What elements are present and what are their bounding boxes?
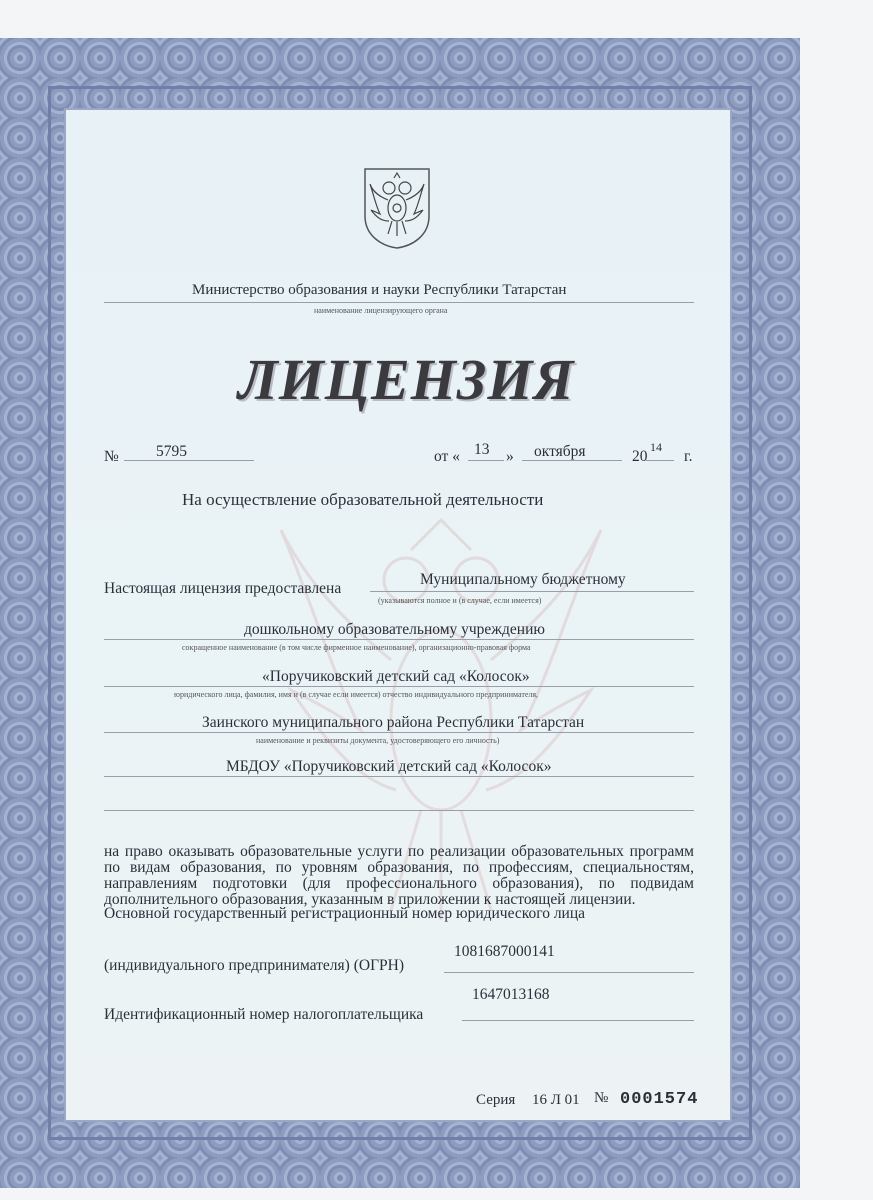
coat-of-arms-icon — [362, 166, 432, 250]
grantee-intro: Настоящая лицензия предоставлена — [104, 580, 342, 597]
grantee-line-1: Муниципальному бюджетному — [420, 571, 626, 588]
date-from-label: от « — [434, 448, 460, 465]
grantee-extra-underline — [104, 810, 694, 811]
inn-underline — [462, 1020, 694, 1021]
date-month: октября — [534, 443, 586, 460]
grantee-line-5: МБДОУ «Поручиковский детский сад «Колосок» — [226, 758, 552, 775]
grantee-caption-1: (указываются полное и (в случае, если имеется) — [378, 596, 542, 605]
license-sheet — [0, 38, 800, 1188]
ministry-underline — [104, 302, 694, 303]
ogrn-label-1: Основной государственный регистрационный номер юридического лица — [104, 905, 586, 922]
grantee-line-1-underline — [370, 591, 694, 592]
year-unit: г. — [684, 448, 693, 465]
grantee-line-4-underline — [104, 732, 694, 733]
license-title: ЛИЦЕНЗИЯ — [238, 347, 575, 412]
grantee-caption-3: юридического лица, фамилия, имя и (в случае если имеется) отчество индивидуального предпринимателя, — [174, 690, 539, 699]
series-label: Серия — [476, 1092, 516, 1108]
ministry-name: Министерство образования и науки Республики Татарстан — [192, 282, 567, 298]
day-underline — [468, 460, 504, 461]
series-number-label: № — [594, 1090, 609, 1106]
grantee-line-4: Заинского муниципального района Республики Татарстан — [202, 714, 585, 731]
ministry-caption: наименование лицензирующего органа — [314, 306, 448, 315]
inn-value: 1647013168 — [472, 986, 550, 1003]
grantee-line-3-underline — [104, 686, 694, 687]
date-day: 13 — [474, 441, 490, 458]
ogrn-underline — [444, 972, 694, 973]
inn-label: Идентификационный номер налогоплательщика — [104, 1006, 424, 1023]
license-number: 5795 — [156, 443, 187, 460]
ogrn-value: 1081687000141 — [454, 943, 555, 960]
date-close-quote: » — [506, 448, 514, 465]
year-prefix: 20 — [632, 448, 648, 465]
grantee-line-2-underline — [104, 639, 694, 640]
series-value: 16 Л 01 — [532, 1092, 580, 1108]
grantee-line-5-underline — [104, 776, 694, 777]
series-number: 0001574 — [620, 1090, 699, 1109]
grantee-line-2: дошкольному образовательному учреждению — [244, 621, 545, 638]
month-underline — [522, 460, 622, 461]
number-label: № — [104, 448, 119, 465]
grantee-caption-4: наименование и реквизиты документа, удостоверяющего его личность) — [256, 736, 500, 745]
year-suffix: 14 — [650, 440, 662, 454]
year-underline — [646, 460, 674, 461]
license-purpose: На осуществление образовательной деятельности — [182, 490, 544, 509]
grantee-line-3: «Поручиковский детский сад «Колосок» — [262, 668, 530, 685]
number-underline — [124, 460, 254, 461]
grantee-caption-2: сокращенное наименование (в том числе фирменное наименование), организационно-правовая форма — [182, 643, 531, 652]
rights-paragraph: на право оказывать образовательные услуги по реализации образовательных программ по видам образования, по уровням образования, по профессиям, специальностям, направлениям подготовки (для профессионального образования), по подвидам дополнительного образования, указанным в приложении к настоящей лицензии. — [104, 843, 694, 908]
ogrn-label-2: (индивидуального предпринимателя) (ОГРН) — [104, 957, 405, 974]
